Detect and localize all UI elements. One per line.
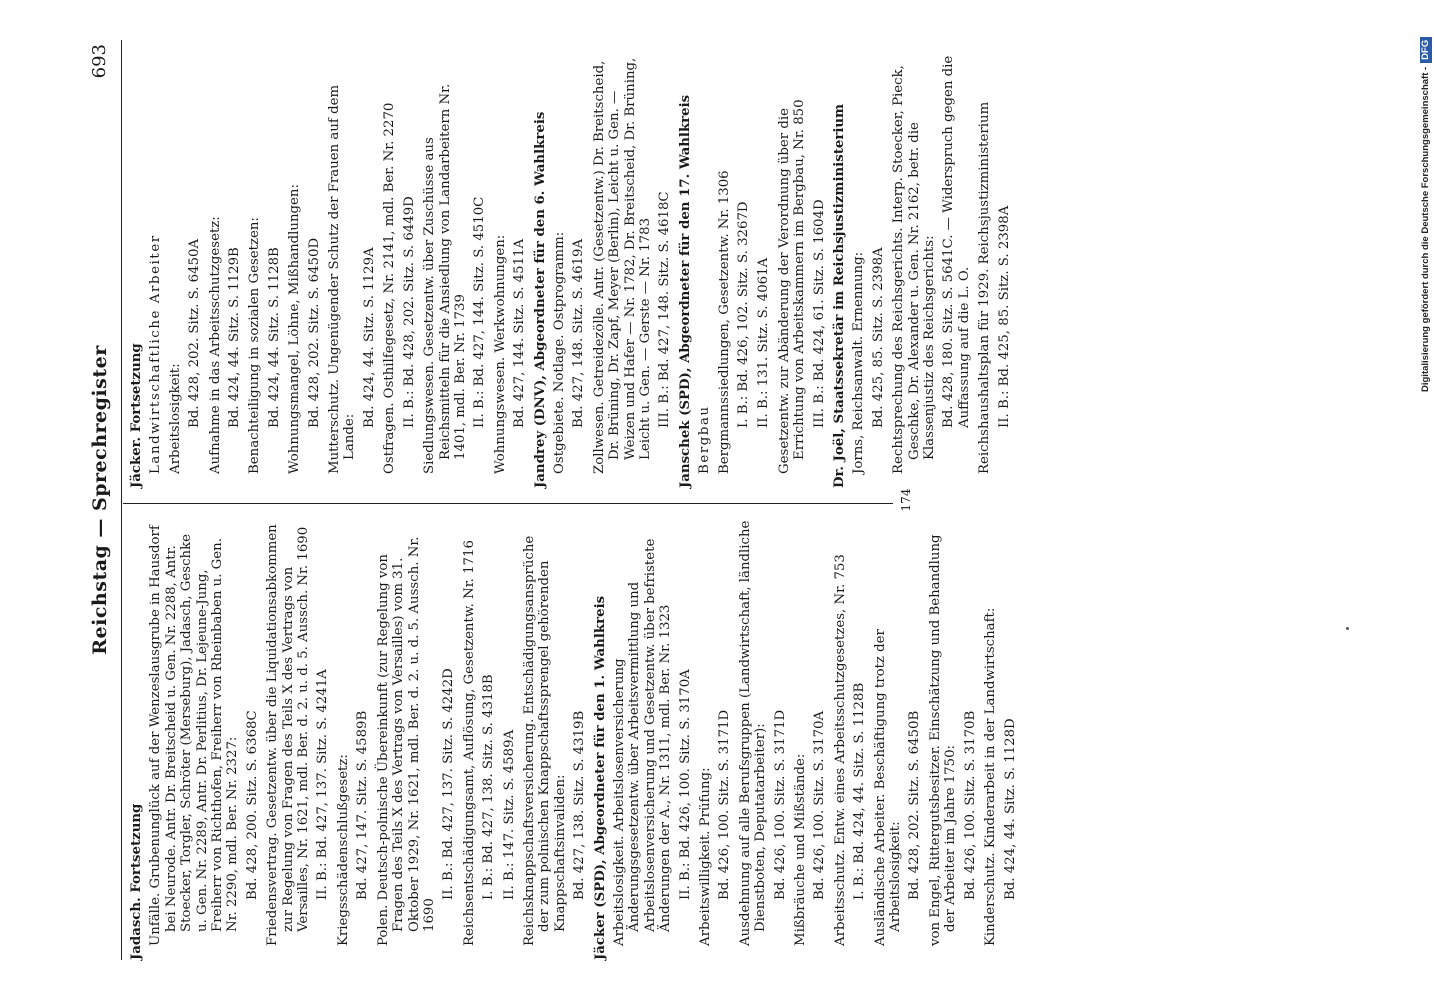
reference: I. B.: Bd. 427, 138. Sitz. S. 4318B [481, 674, 497, 900]
topic-heading: Landwirtschaftliche Arbeiter [148, 234, 164, 474]
credit-text: Digitalisierung gefördert durch die Deutsche Forschungsgemeinschaft - [1420, 66, 1431, 392]
entry: Wohnungsmangel, Löhne, Mißhandlungen: [287, 184, 303, 474]
dfg-logo: DFG [1420, 37, 1432, 63]
entry: Unfälle. Grubenunglück auf der Wenzeslausgrube in Hausdorf bei Neurode. Antr. Dr. Breitscheid u. Gen. Nr. 2288, Antr. Stoecker, Torgler, Schröter (Merseburg), Jadasch, Geschke u. Gen. Nr. 2289, Antr. Dr. Perlitius, Dr. Lejeune-Jung, Freiherr von Richthofen, Freiherr von Rheinbaben u. Gen. Nr. 2290, mdl. Ber. Nr. 2327: [148, 525, 241, 946]
reference: Bd. 424, 44. Sitz. S. 1128B [266, 247, 282, 428]
reference: III. B.: Bd. 424, 61. Sitz. S. 1604D [811, 199, 827, 428]
speaker-heading: Janschek (SPD), Abgeordneter für den 17. Wahlkreis [677, 94, 693, 488]
reference: III. B.: Bd. 427, 148. Sitz. S. 4618C [657, 191, 673, 428]
entry: Wohnungswesen. Werkwohnungen: [492, 234, 508, 474]
right-column [129, 48, 1012, 488]
entry: Mißbräuche und Mißstände: [793, 753, 809, 946]
reference: Bd. 426, 100. Sitz. S. 3171D [772, 709, 788, 900]
reference: II. B.: 131. Sitz. S. 4061A [756, 257, 772, 428]
left-column [129, 520, 1018, 960]
reference: Bd. 426, 100. Sitz. S. 3170A [812, 710, 828, 900]
entry: Ostgebiete. Notlage. Ostprogramm: [551, 231, 567, 474]
header-rule [121, 40, 122, 960]
reference: I. B.: Bd. 426, 102. Sitz. S. 3267D [736, 201, 751, 428]
entry: Arbeitslosigkeit. Arbeitslosenversicherung Änderungsgesetzentw. über Arbeitsvermittlung und Arbeitslosenversicherung und Gesetzentw. über befristete Änderungen der A., Nr. 1311, mdl. Ber. Nr. 1323 [611, 538, 674, 946]
reference: II. B.: Bd. 427, 137. Sitz. S. 4242D [441, 668, 457, 900]
reference: II. B.: Bd. 428, 202. Sitz. S. 6449D [401, 196, 417, 428]
reference: Bd. 428, 200. Sitz. S. 6368C [244, 710, 260, 900]
entry: Kriegsschädenschlußgesetz: [335, 754, 351, 946]
entry: Arbeitswilligkeit. Prüfung: [698, 767, 713, 946]
entry: Jorns, Reichsanwalt. Ernennung: [851, 251, 867, 474]
speaker-heading: Dr. Joël, Staatssekretär im Reichsjustizministerium [832, 103, 848, 488]
speaker-heading: Jadasch. Fortsetzung [129, 803, 144, 960]
reference: Bd. 427, 144. Sitz. S. 4511A [512, 238, 528, 428]
topic-heading: Bergbau [697, 405, 713, 474]
entry: Bergmannssiedlungen, Gesetzentw. Nr. 1306 [716, 170, 732, 474]
column-divider [123, 503, 893, 504]
speaker-heading: Jäcker (SPD), Abgeordneter für den 1. Wahlkreis [592, 595, 608, 960]
page-header [85, 40, 115, 960]
entry: Ostfragen. Osthilfegesetz, Nr. 2141, mdl. Ber. Nr. 2270 [382, 102, 398, 474]
reference: I. B.: Bd. 424, 44. Sitz. S. 1128B [852, 682, 868, 900]
entry: Friedensvertrag. Gesetzentw. über die Liquidationsabkommen zur Regelung von Fragen des Teils X des Vertrags von Versailles, Nr. 1621, mdl. Ber. d. 2. u. d. 5. Aussch. Nr. 1690 [265, 524, 312, 946]
reference: Bd. 428, 202. Sitz. S. 6450A [187, 238, 203, 428]
speaker-heading: Jandrey (DNV), Abgeordneter für den 6. Wahlkreis [532, 111, 548, 488]
page-number: 693 [89, 44, 110, 79]
reference: II. B.: Bd. 425, 85. Sitz. S. 2398A [996, 205, 1012, 428]
entry: Reichshaushaltsplan für 1929. Reichsjustizministerium [977, 101, 993, 474]
reference: II. B.: Bd. 427, 137. Sitz. S. 4241A [315, 669, 331, 900]
entry: Arbeitslosigkeit: [167, 363, 183, 474]
reference: Bd. 427, 148. Sitz. S. 4619A [571, 238, 587, 428]
signature-mark: 174 [899, 488, 913, 512]
speaker-heading: Jäcker. Fortsetzung [129, 343, 144, 488]
reference: Bd. 428, 202. Sitz. S. 6450B [907, 710, 923, 900]
entry: Zollwesen. Getreidezölle. Antr. (Gesetzentw.) Dr. Breitscheid, Dr. Brüning, Dr. Zapf, Meyer (Berlin), Leicht u. Gen. — Weizen und Hafer — Nr. 1782, Dr. Breitscheid, Dr. Brüning, Leicht u. Gen. — Gerste — Nr. 1783 [591, 57, 653, 474]
entry: Gesetzentw. zur Abänderung der Verordnung über die Errichtung von Arbeitskammern im Bergbau, Nr. 850 [776, 99, 808, 474]
entry: Kinderschutz. Kinderarbeit in der Landwirtschaft: [983, 607, 999, 946]
reference: Bd. 426, 100. Sitz. S. 3171D [717, 709, 733, 900]
entry: Benachteiligung in sozialen Gesetzen: [247, 217, 263, 474]
reference: II. B.: 147. Sitz. S. 4589A [501, 729, 517, 900]
entry: Reichsentschädigungsamt, Auflösung, Gesetzentw. Nr. 1716 [461, 540, 477, 946]
reference: Bd. 428, 180. Sitz. S. 5641C. — Widerspruch gegen die Auffassung auf die L. O. [941, 55, 972, 428]
entry: Polen. Deutsch-polnische Übereinkunft (zur Regelung von Fragen des Teils X des Vertrags von Versailles) vom 31. Oktober 1929, Nr. 1621, mdl. Ber. d. 2. u. d. 5. Aussch. Nr. 1690 [375, 536, 437, 946]
entry: Ausdehnung auf alle Berufsgruppen (Landwirtschaft, ländliche Dienstboten, Deputatarbeiter): [737, 520, 769, 946]
reference: Bd. 424, 44. Sitz. S. 1128D [1002, 718, 1018, 900]
reference: Bd. 424, 44. Sitz. S. 1129A [361, 247, 377, 428]
reference: Bd. 426, 100. Sitz. S. 3170B [962, 710, 978, 900]
entry: von Engel, Rittergutsbesitzer. Einschätzung und Behandlung der Arbeiter im Jahre 1750: [927, 534, 959, 946]
entry: Siedlungswesen. Gesetzentw. über Zuschüsse aus Reichsmitteln für die Ansiedlung von Landarbeitern Nr. 1401, mdl. Ber. Nr. 1739 [422, 83, 468, 474]
entry: Arbeitsschutz. Entw. eines Arbeitsschutzgesetzes, Nr. 753 [832, 554, 848, 946]
digitization-credit [1418, 12, 1432, 392]
reference: II. B.: Bd. 426, 100. Sitz. S. 3170A [677, 669, 693, 900]
reference: II. B.: Bd. 427, 144. Sitz. S. 4510C [472, 196, 488, 428]
reference: Bd. 427, 138. Sitz. S. 4319B [572, 710, 588, 900]
reference: Bd. 427, 147. Sitz. S. 4589B [355, 710, 371, 900]
entry: Reichsknappschaftsversicherung. Entschädigungsansprüche der zum polnischen Knappschaftssprengel gehörenden Knappschaftsinvaliden: [521, 535, 568, 946]
scan-speck [1346, 627, 1349, 630]
reference: Bd. 425, 85. Sitz. S. 2398A [870, 247, 886, 428]
reference: Bd. 428, 202. Sitz. S. 6450D [306, 237, 322, 428]
entry: Rechtsprechung des Reichsgerichts. Interp. Stoecker, Pieck, Geschke, Dr. Alexander u. Gen. Nr. 2162, betr. die Klassenjustiz des Reichsgerichts: [891, 65, 938, 474]
reference: Bd. 424, 44. Sitz. S. 1129B [227, 247, 243, 428]
register-page [85, 40, 1385, 960]
running-title: Reichstag — Sprechregister [89, 345, 111, 655]
entry: Aufnahme in das Arbeitsschutzgesetz: [207, 216, 223, 474]
entry: Mutterschutz. Ungenügender Schutz der Frauen auf dem Lande: [327, 84, 358, 474]
entry: Ausländische Arbeiter. Beschäftigung trotz der Arbeitslosigkeit: [872, 629, 904, 946]
